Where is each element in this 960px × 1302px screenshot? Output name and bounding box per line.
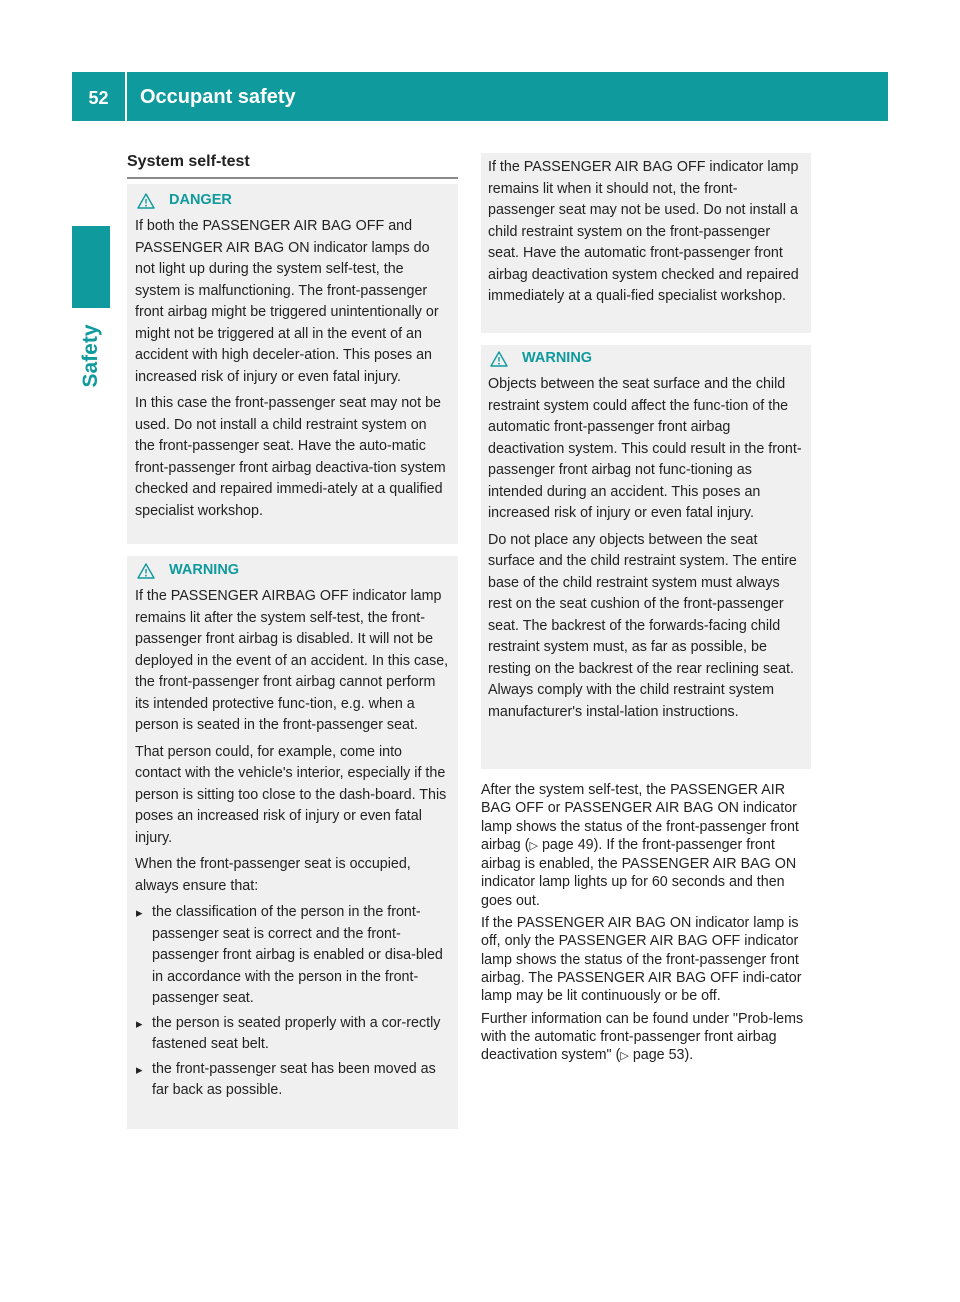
body-text-fragment: ). If the front-passenger front airbag is enabled, the PASSENGER AIR BAG ON indicator lamp lights up for 60 seconds and then goes out. <box>481 836 797 909</box>
warning-heading-label: WARNING <box>169 562 240 579</box>
side-tab-label: Safety <box>79 324 102 388</box>
warning-heading <box>488 348 804 370</box>
body-paragraph <box>481 1010 813 1066</box>
warning-triangle-icon <box>137 193 155 209</box>
chapter-title: Occupant safety <box>140 86 296 108</box>
danger-paragraph: In this case the front-passenger seat may not be used. Do not install a child restraint system on the front-passenger seat. Have the auto-matic front-passenger front airbag deactiva-tion system checked and repaired immedi-ately at a qualified specialist workshop. <box>135 395 446 519</box>
warning-paragraph: That person could, for example, come into contact with the vehicle's interior, especially if the person is sitting too close to the dash-board. This poses an increased risk of injury or even fatal injury. <box>135 743 447 846</box>
continued-warning-box <box>481 153 811 333</box>
warning-paragraph: When the front-passenger seat is occupied, always ensure that: <box>135 856 411 894</box>
list-item: ▸ the classification of the person in the front-passenger seat is correct and the front-passenger front airbag is enabled or disa-bled in accordance with the person in the front-passenger seat. <box>135 902 450 1010</box>
body-text-fragment: ). <box>684 1047 694 1064</box>
warning-paragraph: Objects between the seat surface and the child restraint system could affect the func-tion of the automatic front-passenger front airbag deactivation system. This could result in the front-passenger front airbag not func-tioning as intended during an accident. This poses an increased risk of injury or even fatal injury. <box>488 376 802 521</box>
danger-box <box>127 184 458 544</box>
warning-paragraph: Do not place any objects between the seat surface and the child restraint system. The entire base of the child restraint system must always rest on the seat cushion of the front-passenger seat. The backrest of the forwards-facing child restraint system must, as far as possible, be resting on the backrest of the rear reclining seat. Always comply with the child restraint system manufacturer's instal-lation instructions. <box>488 531 797 720</box>
page-ref-arrow-icon: ▷ <box>529 839 538 852</box>
warning-paragraph: If the PASSENGER AIRBAG OFF indicator lamp remains lit after the system self-test, the front-passenger front airbag is disabled. It will not be deployed in the event of an accident. In this case, the front-passenger front airbag cannot perform its intended protective func-tion, e.g. when a person is seated in the front-passenger seat. <box>135 588 449 733</box>
danger-heading <box>135 190 450 212</box>
list-item: ▸ the front-passenger seat has been moved as far back as possible. <box>135 1059 450 1102</box>
danger-paragraph: If both the PASSENGER AIR BAG OFF and PASSENGER AIR BAG ON indicator lamps do not light up during the system self-test, the system is malfunctioning. The front-passenger front airbag might be triggered unintentionally or might not be triggered at all in the event of an accident with high deceler-ation. This poses an increased risk of injury or even fatal injury. <box>135 218 439 385</box>
section-title: System self-test <box>127 153 250 170</box>
warning-triangle-icon <box>490 351 508 367</box>
body-paragraph: If the PASSENGER AIR BAG ON indicator lamp is off, only the PASSENGER AIR BAG OFF indicator lamp shows the status of the front-passenger front airbag. The PASSENGER AIR BAG OFF indi-cator lamp may be lit continuously or be off. <box>481 915 802 1005</box>
body-text-fragment: Further information can be found under "Prob-lems with the automatic front-passenger front airbag deactivation system" ( <box>481 1010 804 1064</box>
body-paragraph <box>481 781 813 910</box>
continued-paragraph: If the PASSENGER AIR BAG OFF indicator lamp remains lit when it should not, the front-passenger seat may not be used. Do not install a child restraint system on the front-passenger seat. Have the automatic front-passenger front airbag deactivation system checked and repaired immediately at a quali-fied specialist workshop. <box>488 159 799 304</box>
body-text-fragment: After the system self-test, the PASSENGER AIR BAG OFF or PASSENGER AIR BAG ON indicator lamp shows the status of the front-passenger front airbag ( <box>481 782 799 853</box>
precaution-list <box>135 902 450 1102</box>
warning-heading-label: WARNING <box>522 350 593 367</box>
warning-triangle-icon <box>137 563 155 579</box>
warning-heading <box>135 560 450 582</box>
warning-box <box>481 345 811 769</box>
page-reference-link[interactable]: page 53 <box>632 1047 685 1064</box>
section-divider <box>127 177 458 179</box>
danger-heading-label: DANGER <box>169 192 232 209</box>
body-text <box>481 781 813 1069</box>
header-divider <box>125 72 127 121</box>
page-number: 52 <box>88 88 109 108</box>
list-item: ▸ the person is seated properly with a cor-rectly fastened seat belt. <box>135 1013 450 1056</box>
side-tab-marker <box>72 226 110 308</box>
page-ref-arrow-icon: ▷ <box>620 1050 629 1063</box>
warning-box <box>127 556 458 1129</box>
page-header <box>72 72 888 121</box>
page-reference-link[interactable]: page 49 <box>541 836 594 853</box>
